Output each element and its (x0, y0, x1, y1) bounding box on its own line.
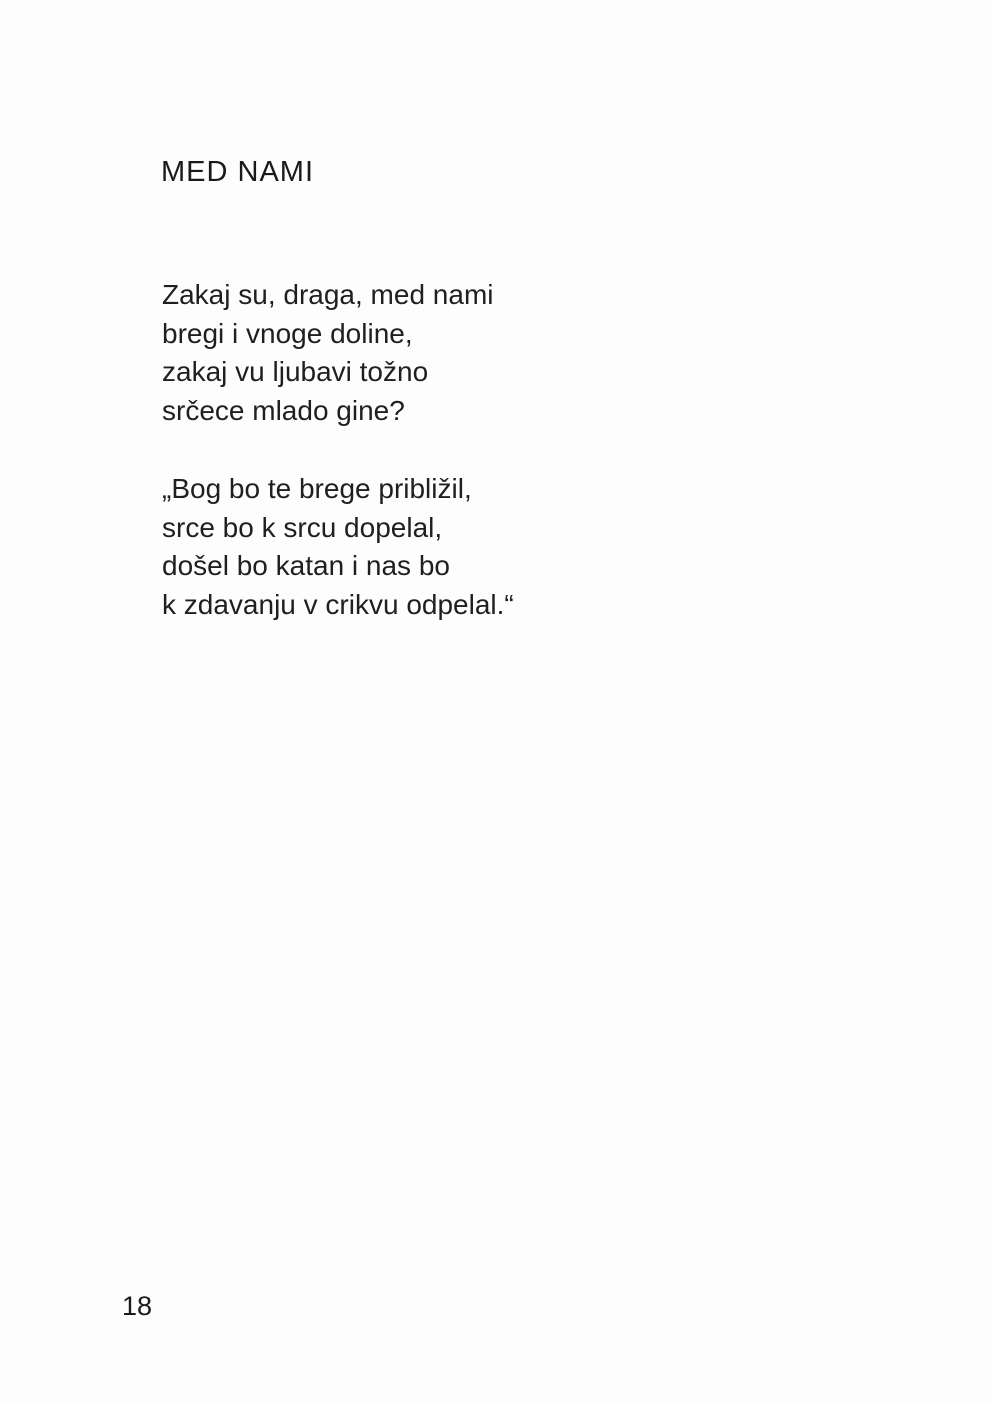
stanza-2 (162, 470, 514, 624)
poem-title: MED NAMI (161, 156, 314, 188)
poem-line: k zdavanju v crikvu odpelal.“ (162, 588, 514, 620)
poem-line: „Bog bo te brege približil, (162, 473, 472, 504)
poem-line: srčece mlado gine? (162, 394, 405, 426)
poem-line: srce bo k srcu dopelal, (162, 511, 443, 543)
poem-line: došel bo katan i nas bo (162, 550, 450, 581)
page-number: 18 (122, 1291, 153, 1321)
poem-line: zakaj vu ljubavi tožno (162, 356, 429, 387)
poem-line: bregi i vnoge doline, (162, 317, 413, 349)
poem-line: Zakaj su, draga, med nami (162, 279, 494, 310)
poem-body (162, 276, 514, 664)
stanza-1 (162, 276, 514, 430)
